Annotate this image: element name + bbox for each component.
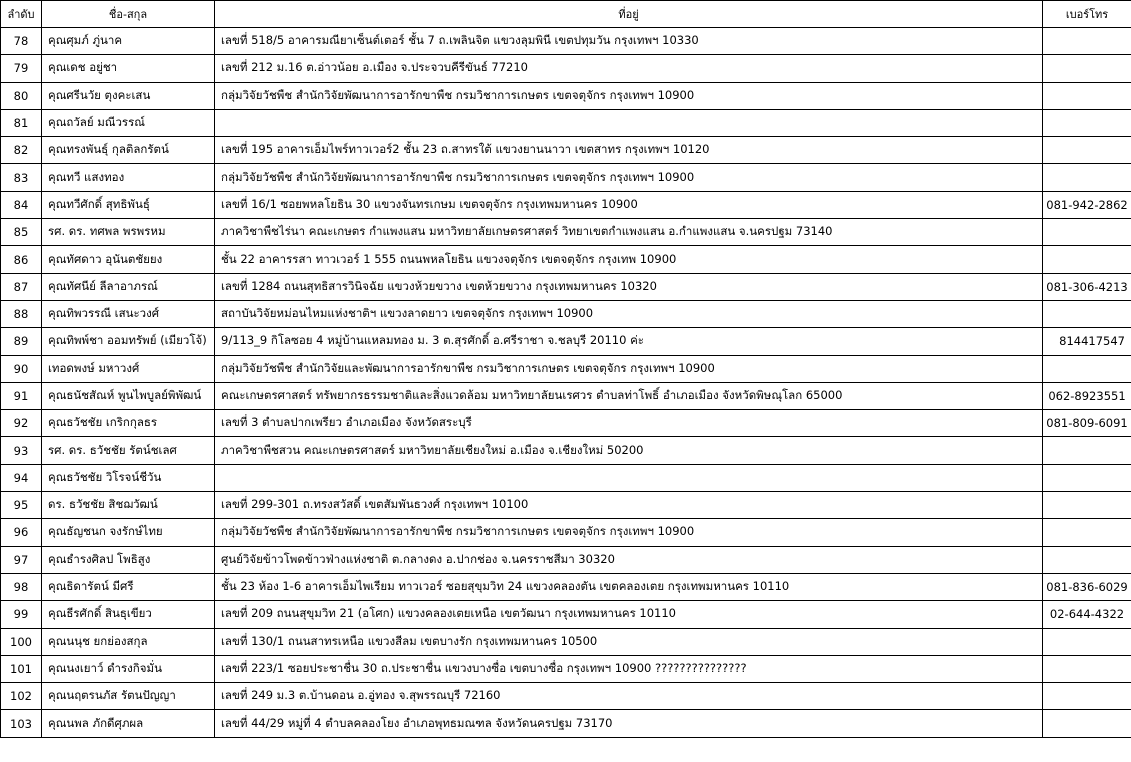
table-row: [1, 109, 1131, 136]
row-name: คุณทวีศักดิ์ สุทธิพันธุ์: [42, 191, 215, 218]
row-phone: 081-942-2862: [1043, 191, 1131, 218]
row-number: 86: [1, 246, 42, 273]
table-row: [1, 246, 1131, 273]
row-address: กลุ่มวิจัยวัชพืช สำนักวิจัยพัฒนาการอารักขาพืช กรมวิชาการเกษตร เขตจตุจักร กรุงเทพฯ 10900: [215, 164, 1043, 191]
table-row: [1, 546, 1131, 573]
row-number: 103: [1, 710, 42, 737]
row-address: 9/113_9 กิโลซอย 4 หมู่บ้านแหลมทอง ม. 3 ต.สุรศักดิ์ อ.ศรีราชา จ.ชลบุรี 20110 ค่ะ: [215, 328, 1043, 355]
table-row: [1, 683, 1131, 710]
row-name: คุณเดช อยู่ชา: [42, 55, 215, 82]
table-row: [1, 382, 1131, 409]
row-address: เลขที่ 209 ถนนสุขุมวิท 21 (อโศก) แขวงคลองเตยเหนือ เขตวัฒนา กรุงเทพมหานคร 10110: [215, 601, 1043, 628]
row-number: 87: [1, 273, 42, 300]
table-row: [1, 464, 1131, 491]
row-name: คุณธำรงศิลป โพธิสูง: [42, 546, 215, 573]
row-address: เลขที่ 44/29 หมู่ที่ 4 ตำบลคลองโยง อำเภอพุทธมณฑล จังหวัดนครปฐม 73170: [215, 710, 1043, 737]
table-row: [1, 219, 1131, 246]
row-number: 82: [1, 137, 42, 164]
header-name: ชื่อ-สกุล: [42, 1, 215, 28]
row-phone: [1043, 109, 1131, 136]
row-number: 95: [1, 492, 42, 519]
row-number: 90: [1, 355, 42, 382]
row-number: 79: [1, 55, 42, 82]
row-name: คุณนงเยาว์ ดำรงกิจมั่น: [42, 655, 215, 682]
row-number: 85: [1, 219, 42, 246]
row-number: 91: [1, 382, 42, 409]
row-name: คุณธนัชสัณห์ พูนไพบูลย์พิพัฒน์: [42, 382, 215, 409]
row-phone: [1043, 355, 1131, 382]
row-name: คุณทรงพันธุ์ กุลติลกรัตน์: [42, 137, 215, 164]
row-phone: [1043, 219, 1131, 246]
row-name: คุณธัญชนก จงรักษ์ไทย: [42, 519, 215, 546]
row-address: เลขที่ 3 ตำบลปากเพรียว อำเภอเมือง จังหวัดสระบุรี: [215, 410, 1043, 437]
row-phone: [1043, 82, 1131, 109]
row-name: คุณธีรศักดิ์ สินธุเขียว: [42, 601, 215, 628]
row-address: ชั้น 22 อาคารรสา ทาวเวอร์ 1 555 ถนนพหลโยธิน แขวงจตุจักร เขตจตุจักร กรุงเทพ 10900: [215, 246, 1043, 273]
row-number: 102: [1, 683, 42, 710]
row-phone: 02-644-4322: [1043, 601, 1131, 628]
table-row: [1, 628, 1131, 655]
table-row: [1, 710, 1131, 737]
row-phone: [1043, 246, 1131, 273]
row-number: 101: [1, 655, 42, 682]
row-name: คุณธวัชชัย วิโรจน์ชีวัน: [42, 464, 215, 491]
header-address: ที่อยู่: [215, 1, 1043, 28]
row-address: เลขที่ 195 อาคารเอ็มไพร์ทาวเวอร์2 ชั้น 23 ถ.สาทรใต้ แขวงยานนาวา เขตสาทร กรุงเทพฯ 10120: [215, 137, 1043, 164]
row-address: ชั้น 23 ห้อง 1-6 อาคารเอ็มไพเรียม ทาวเวอร์ ซอยสุขุมวิท 24 แขวงคลองตัน เขตคลองเตย กรุงเทพมหานคร 10110: [215, 573, 1043, 600]
row-name: คุณถวัลย์ มณีวรรณ์: [42, 109, 215, 136]
table-row: [1, 437, 1131, 464]
row-name: คุณนฤตรนภัส รัตนปัญญา: [42, 683, 215, 710]
row-name: คุณทิพพ์ชา ออมทรัพย์ (เมียวโจ้): [42, 328, 215, 355]
row-phone: [1043, 519, 1131, 546]
row-number: 100: [1, 628, 42, 655]
row-number: 89: [1, 328, 42, 355]
row-number: 88: [1, 300, 42, 327]
row-number: 99: [1, 601, 42, 628]
table-row: [1, 328, 1131, 355]
row-phone: [1043, 546, 1131, 573]
table-row: [1, 573, 1131, 600]
row-name: ดร. ธวัชชัย สิชฌวัฒน์: [42, 492, 215, 519]
table-body: [1, 28, 1131, 738]
row-phone: 081-809-6091: [1043, 410, 1131, 437]
row-phone: 081-306-4213: [1043, 273, 1131, 300]
table-row: [1, 519, 1131, 546]
row-name: คุณทิพวรรณี เสนะวงศ์: [42, 300, 215, 327]
row-name: คุณนนุช ยกย่องสกุล: [42, 628, 215, 655]
row-address: สถาบันวิจัยหม่อนไหมแห่งชาติฯ แขวงลาดยาว เขตจตุจักร กรุงเทพฯ 10900: [215, 300, 1043, 327]
row-name: คุณศรีนวัย ตุงคะเสน: [42, 82, 215, 109]
table-row: [1, 300, 1131, 327]
row-number: 97: [1, 546, 42, 573]
table-row: [1, 601, 1131, 628]
row-address: [215, 109, 1043, 136]
row-phone: 814417547: [1043, 328, 1131, 355]
row-address: เลขที่ 518/5 อาคารมณียาเซ็นต์เตอร์ ชั้น 7 ถ.เพลินจิต แขวงลุมพินี เขตปทุมวัน กรุงเทพฯ 10330: [215, 28, 1043, 55]
row-name: คุณศุมภ์ ภู่นาค: [42, 28, 215, 55]
row-address: กลุ่มวิจัยวัชพืช สำนักวิจัยพัฒนาการอารักขาพืช กรมวิชาการเกษตร เขตจตุจักร กรุงเทพฯ 10900: [215, 519, 1043, 546]
row-phone: [1043, 137, 1131, 164]
row-phone: [1043, 464, 1131, 491]
header-phone: เบอร์โทร: [1043, 1, 1131, 28]
table-row: [1, 492, 1131, 519]
row-number: 83: [1, 164, 42, 191]
row-number: 93: [1, 437, 42, 464]
table-row: [1, 28, 1131, 55]
row-address: ภาควิชาพืชสวน คณะเกษตรศาสตร์ มหาวิทยาลัยเชียงใหม่ อ.เมือง จ.เชียงใหม่ 50200: [215, 437, 1043, 464]
row-phone: [1043, 628, 1131, 655]
row-phone: [1043, 164, 1131, 191]
row-name: คุณธวัชชัย เกริกกุลธร: [42, 410, 215, 437]
header-row: [1, 1, 1131, 28]
row-phone: [1043, 28, 1131, 55]
row-number: 84: [1, 191, 42, 218]
row-phone: [1043, 55, 1131, 82]
row-address: เลขที่ 1284 ถนนสุทธิสารวินิจฉัย แขวงห้วยขวาง เขตห้วยขวาง กรุงเทพมหานคร 10320: [215, 273, 1043, 300]
row-address: เลขที่ 249 ม.3 ต.บ้านดอน อ.อู่ทอง จ.สุพรรณบุรี 72160: [215, 683, 1043, 710]
row-number: 80: [1, 82, 42, 109]
table-row: [1, 655, 1131, 682]
table-row: [1, 82, 1131, 109]
table-row: [1, 355, 1131, 382]
row-phone: 062-8923551: [1043, 382, 1131, 409]
row-address: เลขที่ 16/1 ซอยพหลโยธิน 30 แขวงจันทรเกษม เขตจตุจักร กรุงเทพมหานคร 10900: [215, 191, 1043, 218]
table-row: [1, 273, 1131, 300]
row-name: คุณทัศดาว อุนันตชัยยง: [42, 246, 215, 273]
row-phone: [1043, 655, 1131, 682]
row-phone: [1043, 437, 1131, 464]
row-name: คุณนพล ภักดีศุภผล: [42, 710, 215, 737]
row-address: ภาควิชาพืชไร่นา คณะเกษตร กำแพงแสน มหาวิทยาลัยเกษตรศาสตร์ วิทยาเขตกำแพงแสน อ.กำแพงแสน จ.นครปฐม 73140: [215, 219, 1043, 246]
row-address: กลุ่มวิจัยวัชพืช สำนักวิจัยและพัฒนาการอารักขาพืช กรมวิชาการเกษตร เขตจตุจักร กรุงเทพฯ 10900: [215, 355, 1043, 382]
row-number: 78: [1, 28, 42, 55]
row-address: ศูนย์วิจัยข้าวโพดข้าวฟ่างแห่งชาติ ต.กลางดง อ.ปากช่อง จ.นครราชสีมา 30320: [215, 546, 1043, 573]
row-name: รศ. ดร. ทศพล พรพรหม: [42, 219, 215, 246]
row-phone: [1043, 683, 1131, 710]
header-no: ลำดับ: [1, 1, 42, 28]
row-address: เลขที่ 130/1 ถนนสาทรเหนือ แขวงสีลม เขตบางรัก กรุงเทพมหานคร 10500: [215, 628, 1043, 655]
row-address: เลขที่ 212 ม.16 ต.อ่าวน้อย อ.เมือง จ.ประจวบคีรีขันธ์ 77210: [215, 55, 1043, 82]
row-address: เลขที่ 299-301 ถ.ทรงสวัสดิ์ เขตสัมพันธวงศ์ กรุงเทพฯ 10100: [215, 492, 1043, 519]
row-name: คุณทัศนีย์ ลีลาอาภรณ์: [42, 273, 215, 300]
row-number: 92: [1, 410, 42, 437]
table-row: [1, 410, 1131, 437]
row-name: รศ. ดร. ธวัชชัย รัตน์ชเลศ: [42, 437, 215, 464]
row-phone: [1043, 300, 1131, 327]
row-number: 81: [1, 109, 42, 136]
row-name: เทอดพงษ์ มหาวงศ์: [42, 355, 215, 382]
table-row: [1, 191, 1131, 218]
row-number: 98: [1, 573, 42, 600]
row-number: 96: [1, 519, 42, 546]
row-phone: 081-836-6029: [1043, 573, 1131, 600]
row-address: คณะเกษตรศาสตร์ ทรัพยากรธรรมชาติและสิ่งแวดล้อม มหาวิทยาลัยนเรศวร ตำบลท่าโพธิ์ อำเภอเมือง จังหวัดพิษณุโลก 65000: [215, 382, 1043, 409]
row-name: คุณธิดารัตน์ มีศรี: [42, 573, 215, 600]
row-number: 94: [1, 464, 42, 491]
row-address: เลขที่ 223/1 ซอยประชาชื่น 30 ถ.ประชาชื่น แขวงบางซื่อ เขตบางซื่อ กรุงเทพฯ 10900 ???????????????: [215, 655, 1043, 682]
row-address: กลุ่มวิจัยวัชพืช สำนักวิจัยพัฒนาการอารักขาพืช กรมวิชาการเกษตร เขตจตุจักร กรุงเทพฯ 10900: [215, 82, 1043, 109]
table-row: [1, 164, 1131, 191]
row-phone: [1043, 492, 1131, 519]
table-row: [1, 137, 1131, 164]
row-phone: [1043, 710, 1131, 737]
table-row: [1, 55, 1131, 82]
row-address: [215, 464, 1043, 491]
row-name: คุณทวี แสงทอง: [42, 164, 215, 191]
